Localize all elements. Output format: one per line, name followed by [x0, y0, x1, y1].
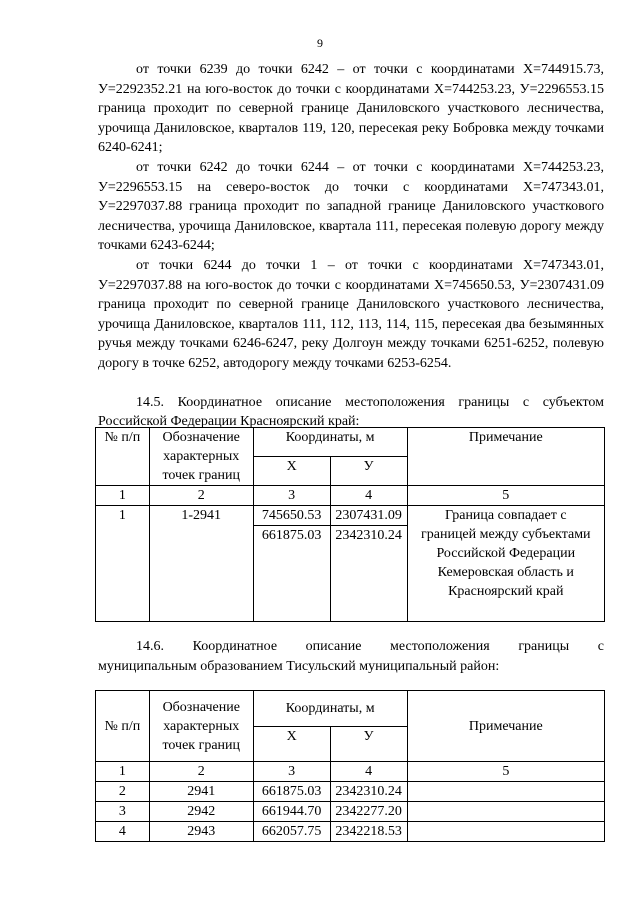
body-text	[98, 60, 604, 432]
header-x: X	[253, 726, 330, 762]
paragraph-6244-1: от точки 6244 до точки 1 – от точки с координатами Х=747343.01, У=2297037.88 на юго-восток до точки с координатами Х=745650.53, У=2307431.09 граница проходит по северной границе Даниловского участкового лесничества, урочища Даниловское, кварталов 111, 112, 113, 114, 115, пересекая два безымянных ручья между точками 6246-6247, реку Долгоун между точками 6251-6252, полевую дорогу в точке 6252, автодорогу между точками 6253-6254.	[98, 257, 604, 371]
row-x: 745650.53	[253, 506, 330, 526]
section-14-6-heading: 14.6. Координатное описание местоположения границы с	[136, 639, 604, 654]
row-y: 2342310.24	[330, 782, 407, 802]
section-14-5-heading: 14.5. Координатное описание местоположения границы с субъектом	[136, 394, 604, 410]
row-designation: 2943	[149, 822, 253, 842]
header-note: Примечание	[407, 428, 604, 486]
index-cell: 2	[149, 486, 253, 506]
section-14-5-heading-cont: Российской Федерации Красноярский край:	[98, 414, 360, 430]
header-num: № п/п	[96, 428, 150, 486]
table-index-row	[96, 762, 605, 782]
table-row	[96, 802, 605, 822]
row-designation: 2941	[149, 782, 253, 802]
index-cell: 4	[330, 486, 407, 506]
row-num: 4	[96, 822, 150, 842]
row-y: 2342277.20	[330, 802, 407, 822]
header-designation: Обозначение характерных точек границ	[149, 691, 253, 762]
table-header-row	[96, 428, 605, 457]
header-note: Примечание	[407, 691, 604, 762]
header-designation: Обозначение характерных точек границ	[149, 428, 253, 486]
row-designation: 1-2941	[149, 506, 253, 622]
row-designation: 2942	[149, 802, 253, 822]
row-x: 661875.03	[253, 526, 330, 622]
row-note	[407, 782, 604, 802]
header-y: У	[330, 726, 407, 762]
row-y: 2307431.09	[330, 506, 407, 526]
row-note: Граница совпадает с границей между субъектами Российской Федерации Кемеровская область и Красноярский край	[407, 506, 604, 622]
table-row	[96, 506, 605, 526]
paragraph-6239-6242: от точки 6239 до точки 6242 – от точки с координатами Х=744915.73, У=2292352.21 на юго-восток до точки с координатами Х=744253.23, У=2296553.15 граница проходит по северной границе Даниловского участкового лесничества, урочища Даниловское, кварталов 119, 120, пересекая реку Бобровка между точками 6240-6241;	[98, 62, 604, 156]
index-cell: 1	[96, 486, 150, 506]
header-coords: Координаты, м	[253, 428, 407, 457]
paragraph-6242-6244: от точки 6242 до точки 6244 – от точки с координатами Х=744253.23, У=2296553.15 на северо-восток до точки с координатами Х=747343.01, У=2297037.88 граница проходит по западной границе Даниловского участкового лесничества, урочища Даниловское, квартала 111, пересекая полевую дорогу между точками 6243-6244;	[98, 159, 604, 254]
header-num: № п/п	[96, 691, 150, 762]
index-cell: 1	[96, 762, 150, 782]
row-num: 2	[96, 782, 150, 802]
table-header-row	[96, 691, 605, 727]
index-cell: 4	[330, 762, 407, 782]
header-x: X	[253, 457, 330, 486]
table-14-5	[95, 427, 605, 622]
row-note	[407, 802, 604, 822]
row-num: 3	[96, 802, 150, 822]
table-row	[96, 822, 605, 842]
section-14-6-heading-cont: муниципальным образованием Тисульский муниципальный район:	[98, 658, 500, 674]
row-y: 2342310.24	[330, 526, 407, 622]
table-row	[96, 782, 605, 802]
index-cell: 3	[253, 486, 330, 506]
row-x: 661944.70	[253, 802, 330, 822]
page-number: 9	[317, 36, 323, 50]
header-y: У	[330, 457, 407, 486]
table-index-row	[96, 486, 605, 506]
row-x: 661875.03	[253, 782, 330, 802]
header-coords: Координаты, м	[253, 691, 407, 727]
index-cell: 3	[253, 762, 330, 782]
index-cell: 5	[407, 762, 604, 782]
table-14-6	[95, 690, 605, 842]
row-y: 2342218.53	[330, 822, 407, 842]
index-cell: 5	[407, 486, 604, 506]
row-note	[407, 822, 604, 842]
row-x: 662057.75	[253, 822, 330, 842]
row-num: 1	[96, 506, 150, 622]
index-cell: 2	[149, 762, 253, 782]
